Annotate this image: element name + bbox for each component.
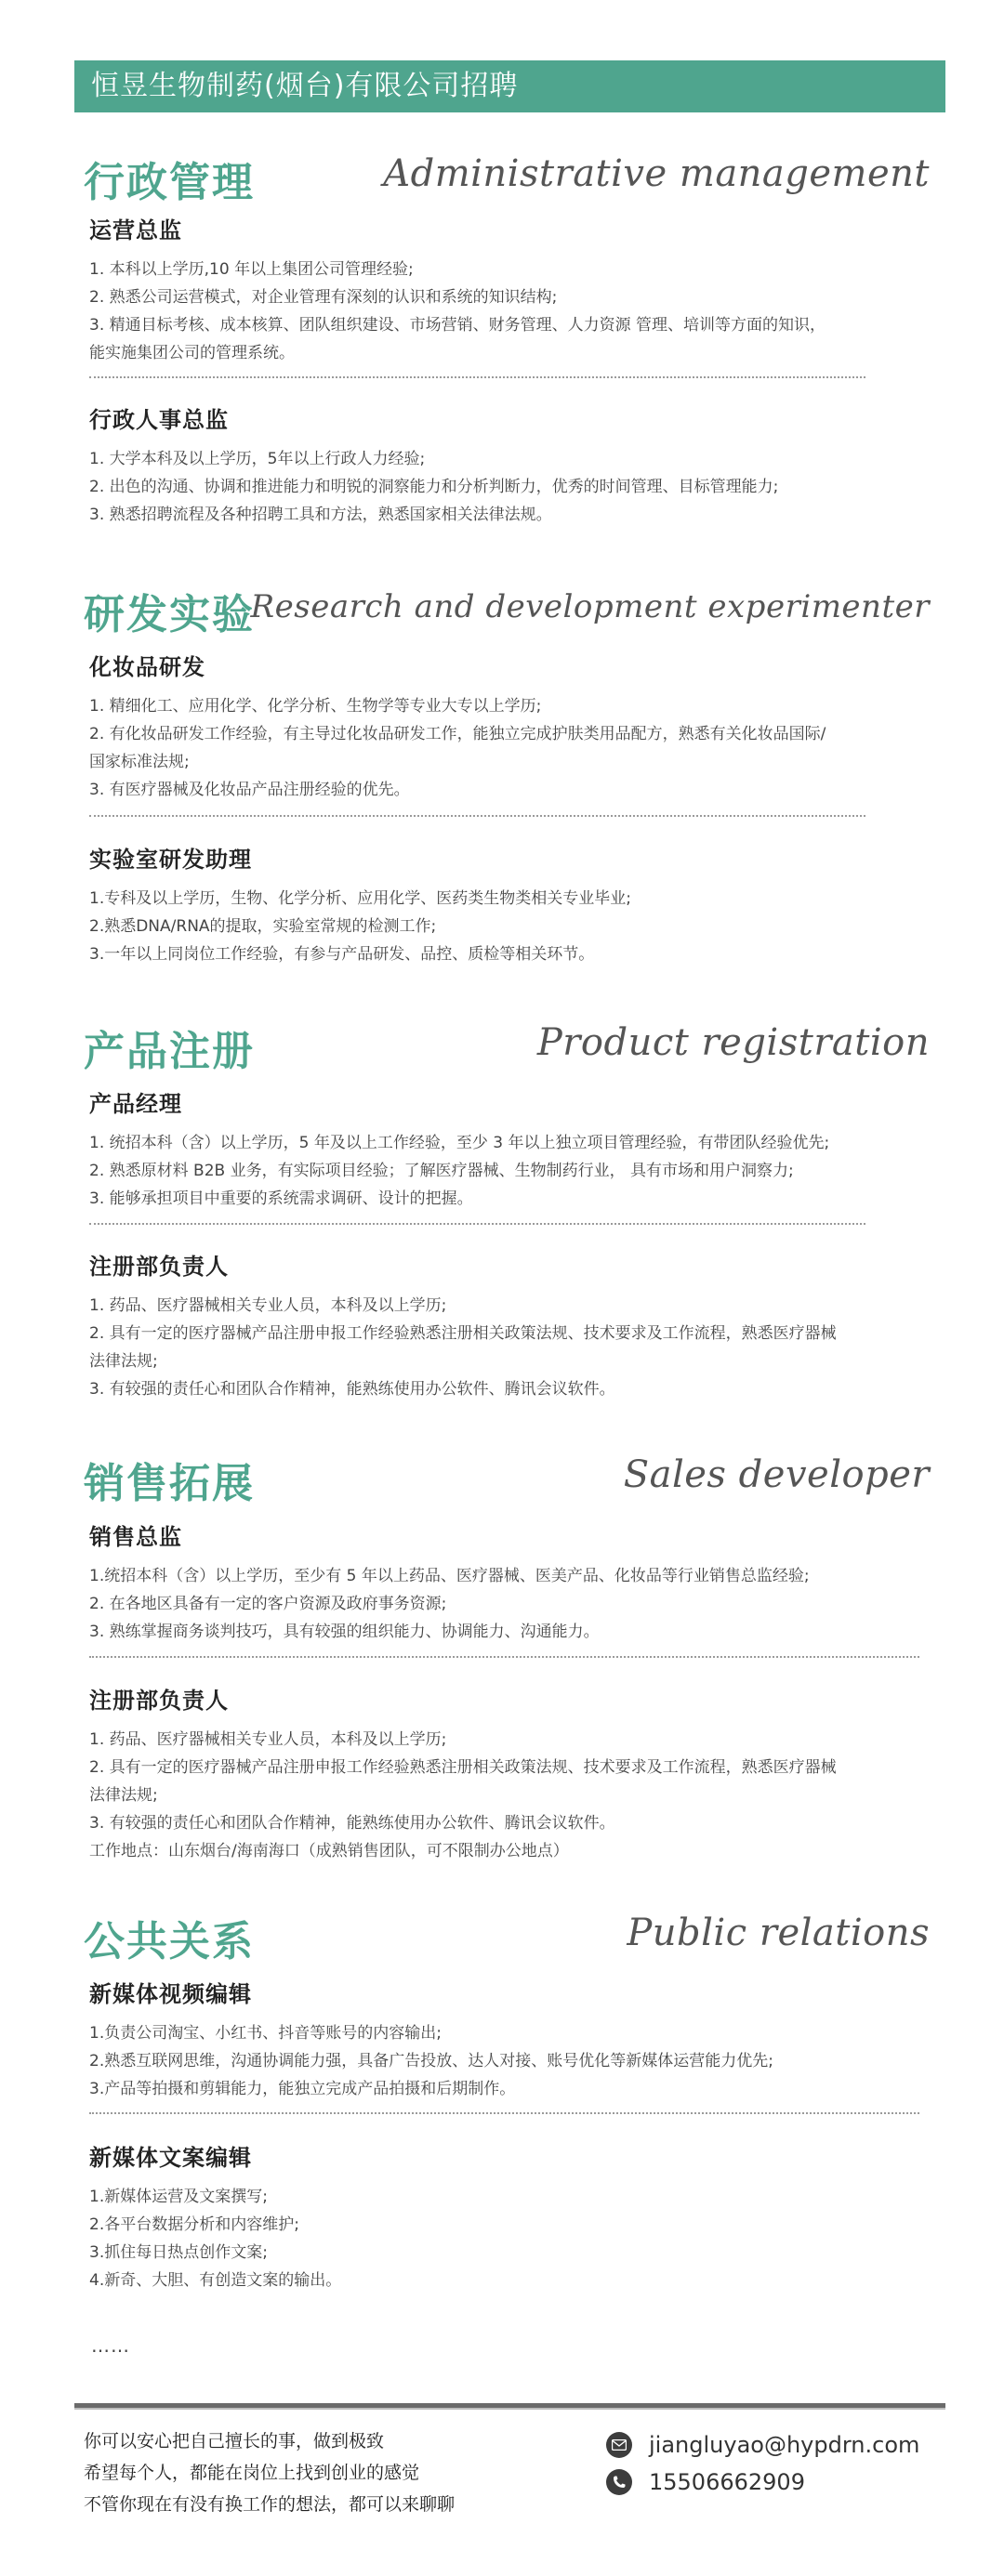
requirement-list [89,1562,935,1646]
requirement-item: 3. 有较强的责任心和团队合作精神，能熟练使用办公软件、腾讯会议软件。 [89,1814,615,1833]
footer-line: 希望每个人，都能在岗位上找到创业的感觉 [84,2463,420,2483]
requirement-item: 4.新奇、大胆、有创造文案的输出。 [89,2271,342,2290]
section-title: 销售拓展 [84,1460,255,1507]
requirement-item: 2.熟悉互联网思维，沟通协调能力强，具备广告投放、达人对接、账号优化等新媒体运营能力优先; [89,2052,773,2070]
job-title: 实验室研发助理 [89,847,252,873]
footer-divider [74,2403,945,2410]
requirement-item: 1. 药品、医疗器械相关专业人员，本科及以上学历; [89,1296,447,1315]
section-title: 行政管理 [84,159,255,206]
job-title: 行政人事总监 [89,407,229,433]
job-card [89,649,935,804]
footer-line: 你可以安心把自己擅长的事，做到极致 [84,2431,385,2451]
job-card [89,1248,935,1403]
requirement-item: 3. 能够承担项目中重要的系统需求调研、设计的把握。 [89,1189,473,1208]
job-title: 新媒体视频编辑 [89,1981,252,2007]
more-ellipsis: …… [91,2334,130,2357]
footer-line: 不管你现在有没有换工作的想法，都可以来聊聊 [84,2494,456,2515]
job-title: 注册部负责人 [89,1688,229,1714]
email-text[interactable]: jiangluyao@hypdrn.com [649,2432,920,2458]
job-card [89,401,935,529]
requirement-item: 2. 具有一定的医疗器械产品注册申报工作经验熟悉注册相关政策法规、技术要求及工作流程，熟悉医疗器械 [89,1324,837,1343]
job-card [89,1085,935,1213]
requirement-item: 1.负责公司淘宝、小红书、抖音等账号的内容输出; [89,2024,442,2043]
requirement-item: 2.熟悉DNA/RNA的提取，实验室常规的检测工作; [89,917,437,936]
requirement-item: 3. 有医疗器械及化妆品产品注册经验的优先。 [89,781,410,799]
requirement-item: 3. 精通目标考核、成本核算、团队组织建设、市场营销、财务管理、人力资源 管理、培训等方面的知识， [89,316,826,335]
requirement-item: 国家标准法规; [89,753,190,771]
section-script-title: Product registration [536,1021,930,1064]
job-card [89,1518,935,1646]
requirement-list [89,2183,935,2294]
requirement-item: 能实施集团公司的管理系统。 [89,344,295,362]
job-title: 新媒体文案编辑 [89,2145,252,2171]
requirement-item: 3. 有较强的责任心和团队合作精神，能熟练使用办公软件、腾讯会议软件。 [89,1380,615,1399]
dotted-divider [89,1656,919,1658]
job-card [89,1682,935,1865]
requirement-item: 3.抓住每日热点创作文案; [89,2243,268,2262]
job-title: 销售总监 [89,1524,182,1550]
requirement-item: 1.专科及以上学历，生物、化学分析、应用化学、医药类生物类相关专业毕业; [89,889,631,908]
job-title: 化妆品研发 [89,654,205,680]
requirement-item: 1. 大学本科及以上学历，5年以上行政人力经验; [89,450,426,468]
requirement-item: 2. 在各地区具备有一定的客户资源及政府事务资源; [89,1595,447,1613]
section-title: 公共关系 [84,1918,255,1965]
section-title: 研发实验 [84,591,255,638]
requirement-item: 3.产品等拍摄和剪辑能力，能独立完成产品拍摄和后期制作。 [89,2080,516,2098]
requirement-item: 2. 出色的沟通、协调和推进能力和明锐的洞察能力和分析判断力，优秀的时间管理、目标管理能力; [89,478,779,496]
footer-slogan [84,2425,455,2520]
requirement-item: 3. 熟悉招聘流程及各种招聘工具和方法，熟悉国家相关法律法规。 [89,506,552,524]
dotted-divider [89,2112,919,2114]
mail-icon [606,2432,632,2458]
phone-icon [606,2469,632,2495]
requirement-list [89,1292,935,1403]
job-card [89,2139,935,2294]
requirement-item: 法律法规; [89,1352,158,1371]
requirement-item: 2. 具有一定的医疗器械产品注册申报工作经验熟悉注册相关政策法规、技术要求及工作流程，熟悉医疗器械 [89,1758,837,1777]
job-card [89,1976,935,2103]
work-location: 工作地点：山东烟台/海南海口（成熟销售团队，可不限制办公地点） [89,1842,569,1860]
dotted-divider [89,1223,865,1225]
section-script-title: Sales developer [623,1453,930,1496]
requirement-list [89,445,935,529]
requirement-item: 2.各平台数据分析和内容维护; [89,2215,299,2234]
requirement-list [89,885,935,968]
requirement-list [89,2019,935,2103]
phone-text[interactable]: 15506662909 [649,2469,805,2495]
contact-email[interactable] [606,2432,919,2458]
job-title: 产品经理 [89,1091,182,1117]
section-script-title: Public relations [627,1912,930,1954]
section-script-title: Research and development experimenter [250,588,930,625]
requirement-item: 法律法规; [89,1786,158,1805]
dotted-divider [89,815,865,817]
requirement-item: 3. 熟练掌握商务谈判技巧，具有较强的组织能力、协调能力、沟通能力。 [89,1623,600,1641]
requirement-item: 1.统招本科（含）以上学历，至少有 5 年以上药品、医疗器械、医美产品、化妆品等行业销售总监经验; [89,1567,810,1585]
requirement-list [89,256,935,367]
requirement-list [89,692,935,804]
contact-phone[interactable] [606,2469,805,2495]
page-header [74,60,945,112]
requirement-item: 2. 有化妆品研发工作经验，有主导过化妆品研发工作，能独立完成护肤类用品配方，熟悉有关化妆品国际/ [89,725,826,743]
job-title: 运营总监 [89,217,182,243]
requirement-item: 1.新媒体运营及文案撰写; [89,2188,268,2206]
dotted-divider [89,376,865,378]
job-card [89,841,935,968]
requirement-item: 2. 熟悉公司运营模式，对企业管理有深刻的认识和系统的知识结构; [89,288,558,307]
requirement-list [89,1129,935,1213]
job-title: 注册部负责人 [89,1254,229,1280]
section-title: 产品注册 [84,1028,255,1075]
section-script-title: Administrative management [383,152,930,195]
requirement-item: 1. 精细化工、应用化学、化学分析、生物学等专业大专以上学历; [89,697,542,716]
job-card [89,212,935,367]
requirement-item: 1. 本科以上学历,10 年以上集团公司管理经验; [89,260,414,279]
requirement-list [89,1726,935,1865]
requirement-item: 1. 统招本科（含）以上学历，5 年及以上工作经验，至少 3 年以上独立项目管理经验，有带团队经验优先; [89,1134,830,1152]
header-title: 恒昱生物制药(烟台)有限公司招聘 [91,70,519,102]
requirement-item: 2. 熟悉原材料 B2B 业务，有实际项目经验；了解医疗器械、生物制药行业， 具有市场和用户洞察力; [89,1162,794,1180]
requirement-item: 1. 药品、医疗器械相关专业人员，本科及以上学历; [89,1730,447,1749]
requirement-item: 3.一年以上同岗位工作经验，有参与产品研发、品控、质检等相关环节。 [89,945,595,964]
